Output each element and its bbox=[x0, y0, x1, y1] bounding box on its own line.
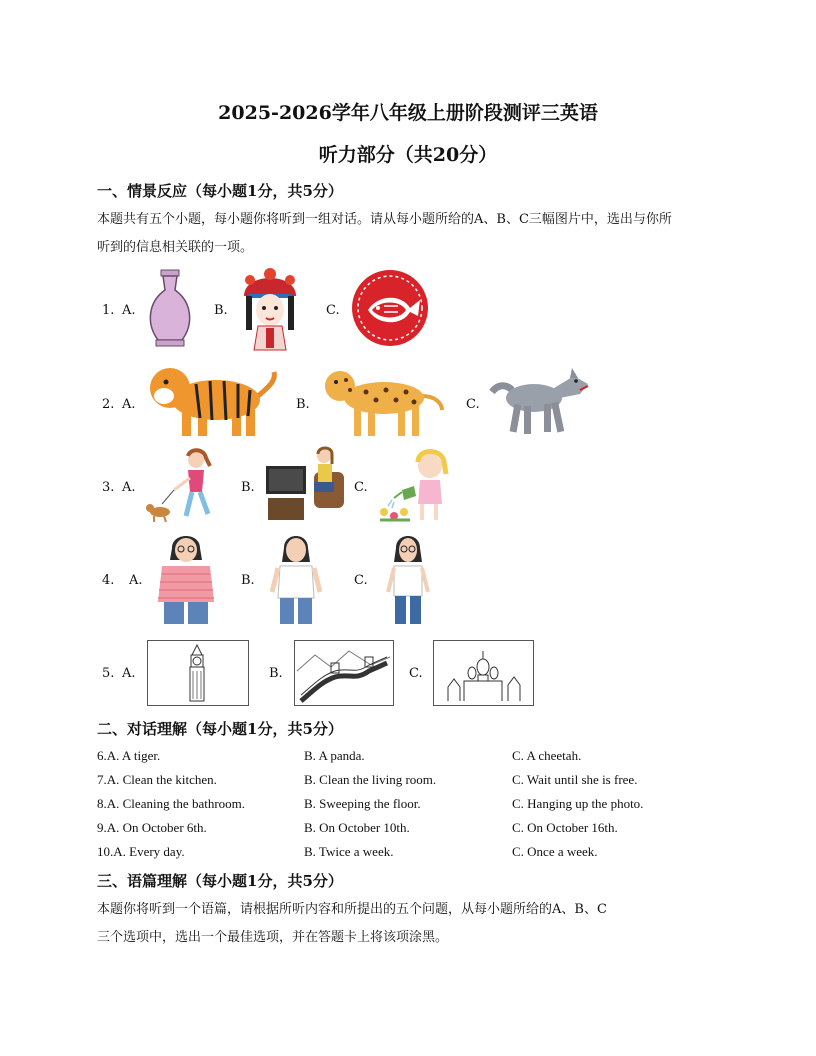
q8-option-c: C. Hanging up the photo. bbox=[512, 796, 644, 811]
vase-icon bbox=[142, 268, 198, 348]
section1-heading: 一、情景反应（每小题1分，共5分） bbox=[97, 182, 343, 200]
q9-option-c: C. On October 16th. bbox=[512, 820, 618, 835]
option-label: A. bbox=[122, 480, 136, 495]
q10-option-a: 10.A. Every day. bbox=[97, 844, 185, 859]
big-ben-icon bbox=[147, 640, 249, 706]
wolf-icon bbox=[488, 364, 592, 438]
option-label: B. bbox=[214, 303, 228, 318]
option-label: B. bbox=[241, 573, 255, 588]
q7-option-b: B. Clean the living room. bbox=[304, 772, 437, 787]
q9-option-b: B. On October 10th. bbox=[304, 820, 410, 835]
walking-dog-icon bbox=[146, 448, 228, 526]
question-number: 3. bbox=[102, 480, 115, 495]
cheetah-icon bbox=[318, 364, 446, 438]
question-number: 4. bbox=[102, 573, 115, 588]
question-number: 2. bbox=[102, 397, 115, 412]
page-subtitle: 听力部分（共20分） bbox=[318, 144, 498, 166]
thin-girl-icon bbox=[384, 530, 432, 626]
q9-option-a: 9.A. On October 6th. bbox=[97, 820, 207, 835]
page-title: 2025-2026学年八年级上册阶段测评三英语 bbox=[218, 102, 598, 124]
section1-instruction-line1: 本题共有五个小题，每小题你将听到一组对话。请从每小题所给的A、B、C三幅图片中，选出与你所 bbox=[97, 212, 672, 227]
q6-option-c: C. A cheetah. bbox=[512, 748, 582, 763]
q6-option-a: 6.A. A tiger. bbox=[97, 748, 161, 763]
peking-opera-icon bbox=[236, 266, 304, 354]
watering-flowers-icon bbox=[376, 448, 460, 524]
question-number: 1. bbox=[102, 303, 115, 318]
option-label: A. bbox=[122, 397, 136, 412]
option-label: B. bbox=[269, 666, 283, 681]
option-label: C. bbox=[354, 573, 368, 588]
section3-heading: 三、语篇理解（每小题1分，共5分） bbox=[97, 872, 343, 890]
q7-option-c: C. Wait until she is free. bbox=[512, 772, 638, 787]
option-label: C. bbox=[326, 303, 340, 318]
q10-option-c: C. Once a week. bbox=[512, 844, 598, 859]
q7-option-a: 7.A. Clean the kitchen. bbox=[97, 772, 217, 787]
section2-heading: 二、对话理解（每小题1分，共5分） bbox=[97, 720, 343, 738]
section3-instruction-line1: 本题你将听到一个语篇，请根据所听内容和所提出的五个问题，从每小题所给的A、B、C bbox=[97, 902, 607, 917]
option-label: B. bbox=[241, 480, 255, 495]
paper-cutting-icon bbox=[350, 268, 430, 348]
option-label: C. bbox=[409, 666, 423, 681]
heavy-girl-icon bbox=[154, 530, 218, 626]
tiger-icon bbox=[146, 362, 278, 440]
watching-tv-icon bbox=[264, 446, 348, 524]
kremlin-icon bbox=[433, 640, 534, 706]
q8-option-b: B. Sweeping the floor. bbox=[304, 796, 421, 811]
q8-option-a: 8.A. Cleaning the bathroom. bbox=[97, 796, 246, 811]
slim-girl-icon bbox=[270, 530, 322, 626]
option-label: A. bbox=[122, 666, 136, 681]
option-label: B. bbox=[296, 397, 310, 412]
option-label: C. bbox=[466, 397, 480, 412]
option-label: C. bbox=[354, 480, 368, 495]
section3-instruction-line2: 三个选项中，选出一个最佳选项，并在答题卡上将该项涂黑。 bbox=[97, 930, 449, 945]
option-label: A. bbox=[122, 303, 136, 318]
question-number: 5. bbox=[102, 666, 115, 681]
q10-option-b: B. Twice a week. bbox=[304, 844, 394, 859]
option-label: A. bbox=[129, 573, 143, 588]
q6-option-b: B. A panda. bbox=[304, 748, 365, 763]
great-wall-icon bbox=[294, 640, 394, 706]
section1-instruction-line2: 听到的信息相关联的一项。 bbox=[97, 240, 254, 255]
